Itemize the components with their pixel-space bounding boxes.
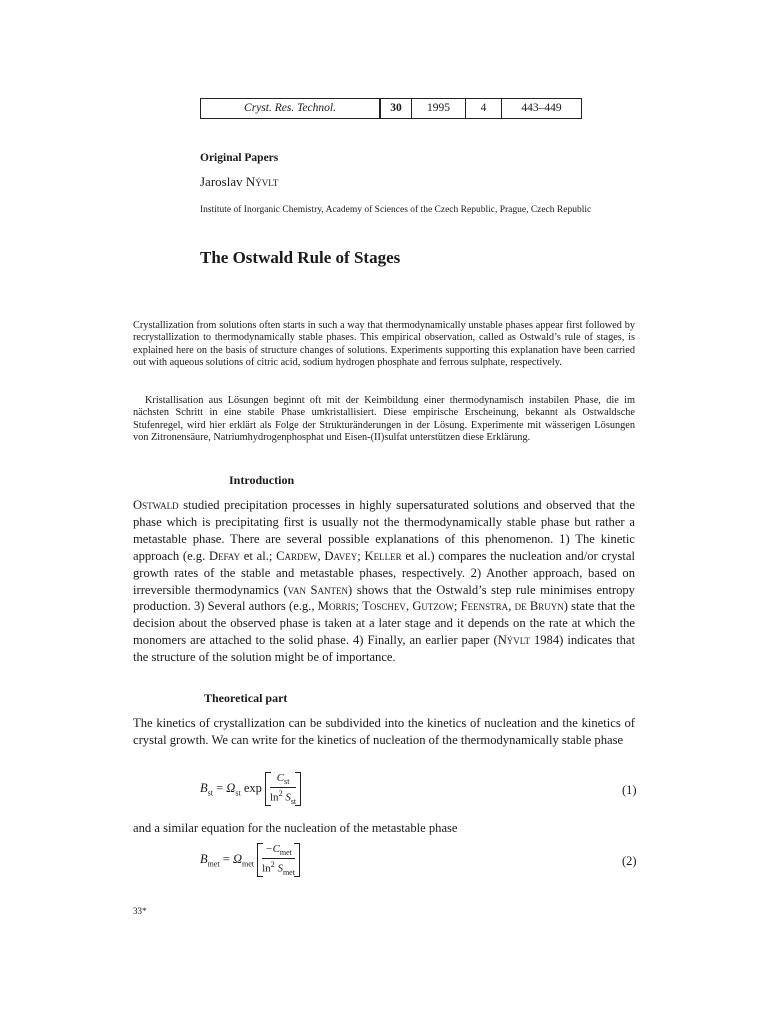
paper-title: The Ostwald Rule of Stages bbox=[200, 248, 401, 267]
cite-de-bruyn: de Bruyn bbox=[514, 599, 564, 614]
equation-2: $B_{met} = \Omega_{met}$ $\frac{-C_{met}}{\ln^2 S_{met}}$ bbox=[200, 843, 300, 877]
affiliation: Institute of Inorganic Chemistry, Academy of Sciences of the Czech Republic, Prague, Czech Republic bbox=[200, 205, 592, 215]
theoretical-part-heading: Theoretical part bbox=[204, 691, 288, 705]
cite-keller: Keller bbox=[364, 548, 402, 563]
cite-gutzow: Gutzow bbox=[412, 599, 454, 614]
introduction-heading: Introduction bbox=[229, 473, 295, 487]
theory-paragraph-1: The kinetics of crystallization can be subdivided into the kinetics of nucleation and the kinetics of crystal growth. We can write for the kinetics of nucleation of the thermodynamically stable phase bbox=[133, 716, 635, 747]
cite-morris: Morris bbox=[317, 599, 356, 614]
journal-year: 1995 bbox=[411, 99, 465, 118]
cite-davey: Davey bbox=[324, 548, 358, 563]
equation-1-bracket bbox=[265, 772, 301, 806]
cite-ostwald: Ostwald bbox=[133, 498, 179, 512]
author-last-name: Nývlt bbox=[245, 174, 279, 189]
journal-pages: 443–449 bbox=[501, 99, 581, 118]
cite-defay: Defay bbox=[208, 548, 241, 563]
journal-title: Cryst. Res. Technol. bbox=[244, 102, 336, 114]
abstract-english: Crystallization from solutions often starts in such a way that thermodynamically unstable phases appear first followed by recrystallization to thermodynamically stable phases. This empirical observation, called as Ostwald’s rule of stages, is explained here on the basis of structure changes of solutions. Experiments supporting this explanation have been carried out with aqueous solutions of citric acid, sodium hydrogen phosphate and ferrous sulphate, respectively. bbox=[133, 320, 635, 369]
cite-nyvlt: Nývlt bbox=[497, 633, 530, 648]
abstract-german: Kristallisation aus Lösungen beginnt oft mit der Keimbildung einer thermodynamisch instabilen Phase, die im nächsten Schritt in eine stabile Phase umkristallisiert. Diese empirische Erscheinung, bekannt als Ostwaldsche Stufenregel, wird hier erklärt als Folge der Strukturänderungen in der Lösung. Experimente mit wässerigen Lösungen von Zitronensäure, Natriumhydrogenphosphat und Eisen-(II)sulfat unterstützen diese Erklärung. bbox=[133, 395, 635, 444]
equation-1-fraction: $\frac{C_{st}}{\ln^2 S_{st}}$ bbox=[270, 772, 297, 807]
equation-2-bracket bbox=[257, 843, 300, 877]
cite-toschev: Toschev bbox=[362, 599, 406, 614]
equation-1: $B_{st} = \Omega_{st}$ exp $\frac{C_{st}}{\ln^2 S_{st}}$ bbox=[200, 772, 301, 806]
journal-header-box bbox=[200, 98, 582, 119]
theory-paragraph-2: and a similar equation for the nucleation of the metastable phase bbox=[133, 821, 458, 835]
introduction-paragraph: Ostwald studied precipitation processes in highly supersaturated solutions and observed that the phase which is precipitating first is usually not the thermodynamically stable phase but rather a metastable phase. There are several possible explanations of this phenomenon. 1) The kinetic approach (e.g. Defay et al.; Cardew, Davey; Keller et al.) compares the nucleation and/or crystal growth rates of the stable and metastable phases, respectively. 2) Another approach, based on irreversible thermodynamics (van Santen) shows that the Ostwald’s step rule minimises entropy production. 3) Several authors (e.g., Morris; Toschev, Gutzow; Feenstra, de Bruyn) state that the decision about the observed phase is taken at a later stage and it depends on the rate at which the monomers are attached to the solid phase. 4) Finally, an earlier paper (Nývlt 1984) indicates that the structure of the solution might be of importance. bbox=[133, 498, 635, 665]
equation-1-number: (1) bbox=[622, 783, 637, 797]
section-label: Original Papers bbox=[200, 152, 279, 164]
journal-volume: 30 bbox=[379, 99, 411, 118]
author-first-name: Jaroslav bbox=[200, 174, 246, 189]
journal-issue: 4 bbox=[465, 99, 501, 118]
cite-feenstra: Feenstra bbox=[460, 599, 509, 614]
author bbox=[200, 174, 278, 190]
cite-van-santen: van Santen bbox=[287, 582, 349, 597]
equation-2-number: (2) bbox=[622, 854, 637, 868]
cite-cardew: Cardew bbox=[276, 548, 318, 563]
equation-2-fraction: $\frac{-C_{met}}{\ln^2 S_{met}}$ bbox=[262, 843, 295, 878]
footer-signature-mark: 33* bbox=[133, 906, 147, 916]
